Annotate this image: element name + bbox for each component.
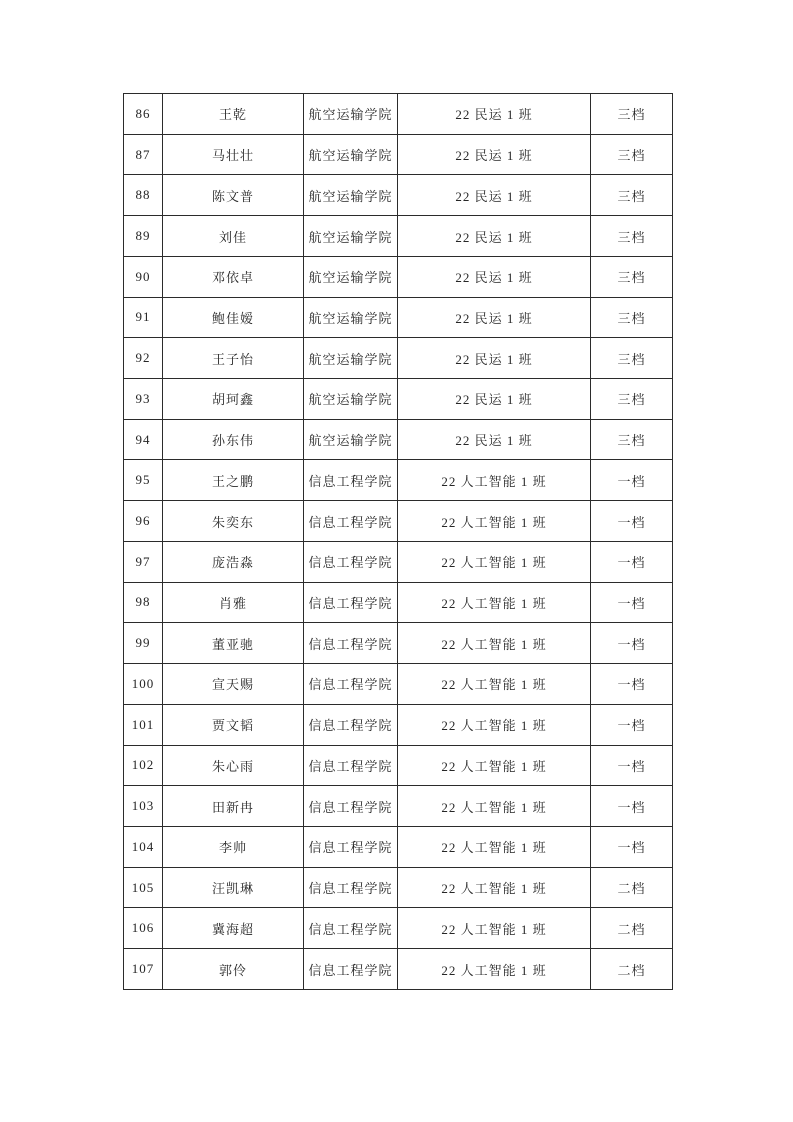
cell-tier: 三档 [591, 134, 673, 175]
cell-class: 22 人工智能 1 班 [398, 460, 591, 501]
cell-student-name: 董亚驰 [163, 623, 304, 664]
cell-row-number: 98 [124, 582, 163, 623]
cell-student-name: 鲍佳嫒 [163, 297, 304, 338]
table-row [124, 216, 673, 257]
table-row [124, 745, 673, 786]
cell-class: 22 人工智能 1 班 [398, 867, 591, 908]
cell-tier: 一档 [591, 623, 673, 664]
cell-college: 航空运输学院 [304, 297, 398, 338]
cell-college: 信息工程学院 [304, 704, 398, 745]
table-row [124, 175, 673, 216]
cell-row-number: 106 [124, 908, 163, 949]
cell-class: 22 民运 1 班 [398, 256, 591, 297]
cell-tier: 三档 [591, 175, 673, 216]
cell-student-name: 汪凯琳 [163, 867, 304, 908]
cell-row-number: 92 [124, 338, 163, 379]
cell-tier: 一档 [591, 664, 673, 705]
cell-row-number: 97 [124, 541, 163, 582]
cell-class: 22 民运 1 班 [398, 338, 591, 379]
cell-college: 航空运输学院 [304, 338, 398, 379]
cell-row-number: 99 [124, 623, 163, 664]
cell-college: 信息工程学院 [304, 908, 398, 949]
cell-student-name: 马壮壮 [163, 134, 304, 175]
cell-row-number: 101 [124, 704, 163, 745]
cell-student-name: 刘佳 [163, 216, 304, 257]
table-row [124, 908, 673, 949]
cell-row-number: 107 [124, 949, 163, 990]
table-row [124, 582, 673, 623]
roster-table-body [124, 94, 673, 990]
cell-row-number: 102 [124, 745, 163, 786]
cell-class: 22 人工智能 1 班 [398, 826, 591, 867]
cell-college: 信息工程学院 [304, 664, 398, 705]
cell-class: 22 人工智能 1 班 [398, 501, 591, 542]
table-row [124, 704, 673, 745]
table-row [124, 501, 673, 542]
cell-row-number: 90 [124, 256, 163, 297]
cell-class: 22 民运 1 班 [398, 216, 591, 257]
cell-college: 信息工程学院 [304, 623, 398, 664]
table-row [124, 94, 673, 135]
cell-tier: 三档 [591, 419, 673, 460]
table-row [124, 379, 673, 420]
cell-tier: 二档 [591, 867, 673, 908]
cell-tier: 二档 [591, 949, 673, 990]
cell-college: 航空运输学院 [304, 175, 398, 216]
cell-row-number: 95 [124, 460, 163, 501]
table-row [124, 256, 673, 297]
cell-college: 信息工程学院 [304, 582, 398, 623]
table-row [124, 826, 673, 867]
table-row [124, 134, 673, 175]
cell-class: 22 人工智能 1 班 [398, 949, 591, 990]
cell-college: 信息工程学院 [304, 867, 398, 908]
cell-class: 22 民运 1 班 [398, 379, 591, 420]
cell-row-number: 96 [124, 501, 163, 542]
table-row [124, 664, 673, 705]
cell-row-number: 88 [124, 175, 163, 216]
cell-tier: 一档 [591, 745, 673, 786]
cell-tier: 一档 [591, 460, 673, 501]
cell-class: 22 民运 1 班 [398, 134, 591, 175]
student-roster-table [123, 93, 673, 990]
cell-college: 航空运输学院 [304, 134, 398, 175]
table-row [124, 419, 673, 460]
cell-tier: 三档 [591, 379, 673, 420]
cell-class: 22 人工智能 1 班 [398, 704, 591, 745]
cell-class: 22 民运 1 班 [398, 297, 591, 338]
cell-row-number: 103 [124, 786, 163, 827]
cell-student-name: 郭伶 [163, 949, 304, 990]
cell-tier: 一档 [591, 582, 673, 623]
cell-row-number: 86 [124, 94, 163, 135]
cell-student-name: 朱心雨 [163, 745, 304, 786]
cell-college: 信息工程学院 [304, 826, 398, 867]
cell-class: 22 人工智能 1 班 [398, 786, 591, 827]
cell-tier: 三档 [591, 338, 673, 379]
cell-tier: 二档 [591, 908, 673, 949]
cell-college: 航空运输学院 [304, 256, 398, 297]
cell-student-name: 宣天赐 [163, 664, 304, 705]
cell-class: 22 人工智能 1 班 [398, 623, 591, 664]
cell-tier: 三档 [591, 297, 673, 338]
cell-college: 信息工程学院 [304, 786, 398, 827]
cell-class: 22 民运 1 班 [398, 94, 591, 135]
cell-row-number: 105 [124, 867, 163, 908]
cell-tier: 三档 [591, 216, 673, 257]
cell-student-name: 庞浩淼 [163, 541, 304, 582]
table-row [124, 867, 673, 908]
cell-college: 信息工程学院 [304, 460, 398, 501]
cell-student-name: 田新冉 [163, 786, 304, 827]
cell-tier: 三档 [591, 256, 673, 297]
cell-student-name: 冀海超 [163, 908, 304, 949]
cell-row-number: 87 [124, 134, 163, 175]
cell-student-name: 贾文韬 [163, 704, 304, 745]
cell-row-number: 94 [124, 419, 163, 460]
cell-row-number: 100 [124, 664, 163, 705]
table-row [124, 623, 673, 664]
cell-college: 信息工程学院 [304, 541, 398, 582]
cell-student-name: 王乾 [163, 94, 304, 135]
cell-student-name: 王之鹏 [163, 460, 304, 501]
cell-tier: 一档 [591, 501, 673, 542]
cell-college: 信息工程学院 [304, 949, 398, 990]
cell-class: 22 民运 1 班 [398, 175, 591, 216]
table-row [124, 338, 673, 379]
cell-class: 22 人工智能 1 班 [398, 582, 591, 623]
cell-class: 22 人工智能 1 班 [398, 664, 591, 705]
cell-tier: 一档 [591, 826, 673, 867]
cell-class: 22 人工智能 1 班 [398, 908, 591, 949]
cell-row-number: 104 [124, 826, 163, 867]
cell-tier: 一档 [591, 786, 673, 827]
table-row [124, 949, 673, 990]
cell-class: 22 人工智能 1 班 [398, 745, 591, 786]
cell-tier: 一档 [591, 704, 673, 745]
cell-college: 信息工程学院 [304, 745, 398, 786]
table-row [124, 786, 673, 827]
cell-college: 航空运输学院 [304, 216, 398, 257]
cell-class: 22 人工智能 1 班 [398, 541, 591, 582]
cell-row-number: 91 [124, 297, 163, 338]
cell-tier: 三档 [591, 94, 673, 135]
cell-class: 22 民运 1 班 [398, 419, 591, 460]
cell-student-name: 孙东伟 [163, 419, 304, 460]
cell-college: 航空运输学院 [304, 379, 398, 420]
cell-student-name: 邓依卓 [163, 256, 304, 297]
cell-student-name: 李帅 [163, 826, 304, 867]
cell-student-name: 胡珂鑫 [163, 379, 304, 420]
cell-student-name: 王子怡 [163, 338, 304, 379]
cell-student-name: 朱奕东 [163, 501, 304, 542]
cell-student-name: 肖雅 [163, 582, 304, 623]
cell-row-number: 93 [124, 379, 163, 420]
cell-row-number: 89 [124, 216, 163, 257]
table-row [124, 297, 673, 338]
table-row [124, 541, 673, 582]
table-row [124, 460, 673, 501]
cell-student-name: 陈文普 [163, 175, 304, 216]
cell-tier: 一档 [591, 541, 673, 582]
cell-college: 航空运输学院 [304, 94, 398, 135]
cell-college: 航空运输学院 [304, 419, 398, 460]
cell-college: 信息工程学院 [304, 501, 398, 542]
